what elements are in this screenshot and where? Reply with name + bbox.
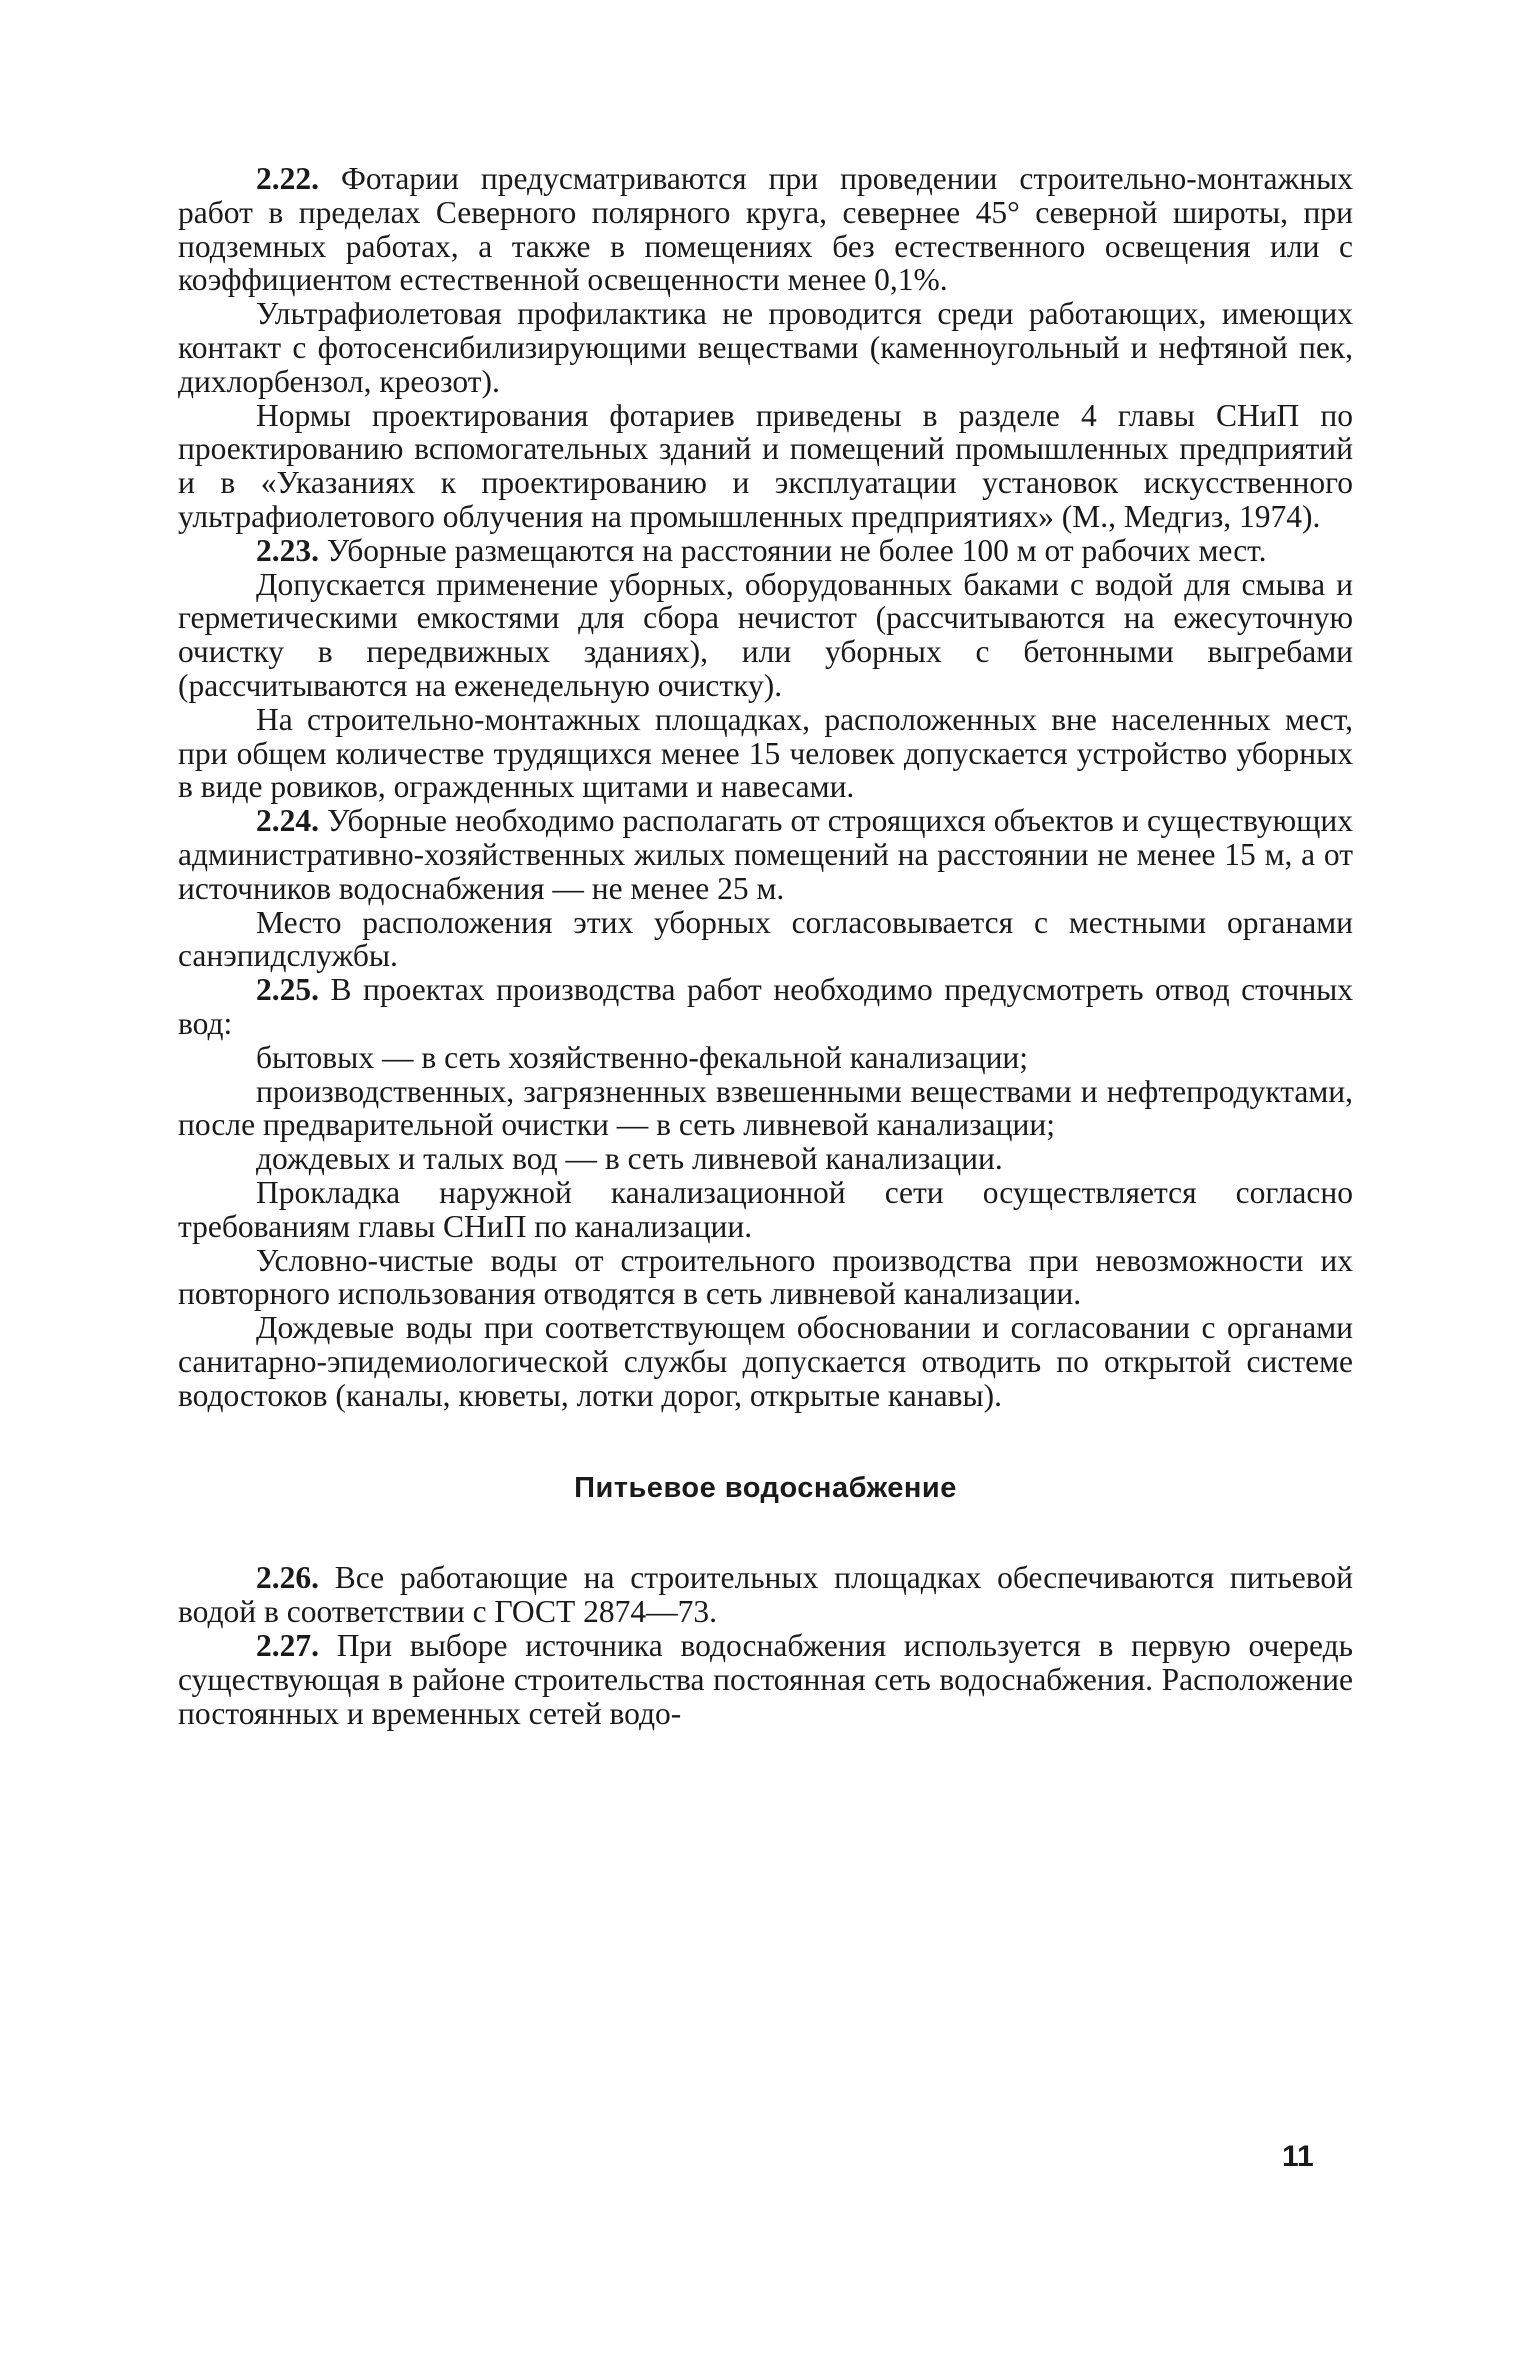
clause-number: 2.24. xyxy=(256,803,319,839)
paragraph-toilet-location: Место расположения этих уборных согласовывается с местными органами санэпидслужбы. xyxy=(178,904,1353,974)
paragraph-uv-prophylaxis: Ультрафиолетовая профилактика не проводится среди работающих, имеющих контакт с фотосенсибилизирующими веществами (каменноугольный и нефтяной пек, дихлорбензол, креозот). xyxy=(178,296,1353,399)
clause-number: 2.23. xyxy=(256,532,319,568)
clause-number: 2.27. xyxy=(256,1628,319,1664)
paragraph-2-22 xyxy=(178,162,1353,297)
clause-number: 2.25. xyxy=(256,972,319,1008)
clause-number: 2.22. xyxy=(256,161,319,196)
paragraph-clean-water: Условно-чистые воды от строительного производства при невозможности их повторного использования отводятся в сеть ливневой канализации. xyxy=(178,1242,1353,1312)
document-page xyxy=(178,162,1353,1730)
section-heading-drinking-water: Питьевое водоснабжение xyxy=(574,1472,957,1505)
paragraph-stormwater: Дождевые воды при соответствующем обосновании и согласовании с органами санитарно-эпидемиологической службы допускается отводить по открытой системе водостоков (каналы, кюветы, лотки дорог, открытые канавы). xyxy=(178,1310,1353,1413)
paragraph-2-27 xyxy=(178,1629,1353,1730)
paragraph-text: Фотарии предусматриваются при проведении строительно-монтажных работ в пределах Северного полярного круга, севернее 45° северной широты, при подземных работах, а также в помещениях без естественного освещения или с коэффициентом естественной освещенности менее 0,1%. xyxy=(178,161,1353,298)
list-item-industrial-water: производственных, загрязненных взвешенными веществами и нефтепродуктами, после предварительной очистки — в сеть ливневой канализации; xyxy=(178,1073,1353,1143)
paragraph-text: Все работающие на строительных площадках обеспечиваются питьевой водой в соответствии с ГОСТ 2874—73. xyxy=(178,1560,1353,1630)
list-item-household-water: бытовых — в сеть хозяйственно-фекальной канализации; xyxy=(256,1039,1029,1075)
paragraph-remote-sites: На строительно-монтажных площадках, расположенных вне населенных мест, при общем количестве трудящихся менее 15 человек допускается устройство уборных в виде ровиков, огражденных щитами и навесами. xyxy=(178,701,1353,805)
paragraph-text: При выборе источника водоснабжения используется в первую очередь существующая в районе строительства постоянная сеть водоснабжения. Расположение постоянных и временных сетей водо- xyxy=(178,1628,1354,1731)
paragraph-2-25 xyxy=(178,973,1353,1041)
clause-number: 2.26. xyxy=(256,1560,319,1596)
list-item-rain-water: дождевых и талых вод — в сеть ливневой канализации. xyxy=(256,1141,1003,1177)
paragraph-2-26 xyxy=(178,1561,1353,1629)
paragraph-sewer-network: Прокладка наружной канализационной сети осуществляется согласно требованиям главы СНиП по канализации. xyxy=(178,1174,1353,1244)
paragraph-text: Уборные необходимо располагать от строящихся объектов и существующих административно-хозяйственных жилых помещений на расстоянии не менее 15 м, а от источников водоснабжения — не менее 25 м. xyxy=(178,803,1354,906)
paragraph-text: Уборные размещаются на расстоянии не более 100 м от рабочих мест. xyxy=(326,532,1267,568)
paragraph-text: В проектах производства работ необходимо предусмотреть отвод сточных вод: xyxy=(178,972,1353,1041)
page-number: 11 xyxy=(1282,2140,1314,2173)
paragraph-toilet-tanks: Допускается применение уборных, оборудованных баками с водой для смыва и герметическими емкостями для сбора нечистот (рассчитываются на ежесуточную очистку в передвижных зданиях), или уборных с бетонными выгребами (рассчитываются на еженедельную очистку). xyxy=(178,566,1353,703)
paragraph-2-24 xyxy=(178,804,1353,905)
paragraph-design-norms: Нормы проектирования фотариев приведены в разделе 4 главы СНиП по проектированию вспомогательных зданий и помещений промышленных предприятий и в «Указаниях к проектированию и эксплуатации установок искусственного ультрафиолетового облучения на промышленных предприятиях» (М., Медгиз, 1974). xyxy=(178,397,1353,534)
paragraph-2-23 xyxy=(178,534,1353,568)
